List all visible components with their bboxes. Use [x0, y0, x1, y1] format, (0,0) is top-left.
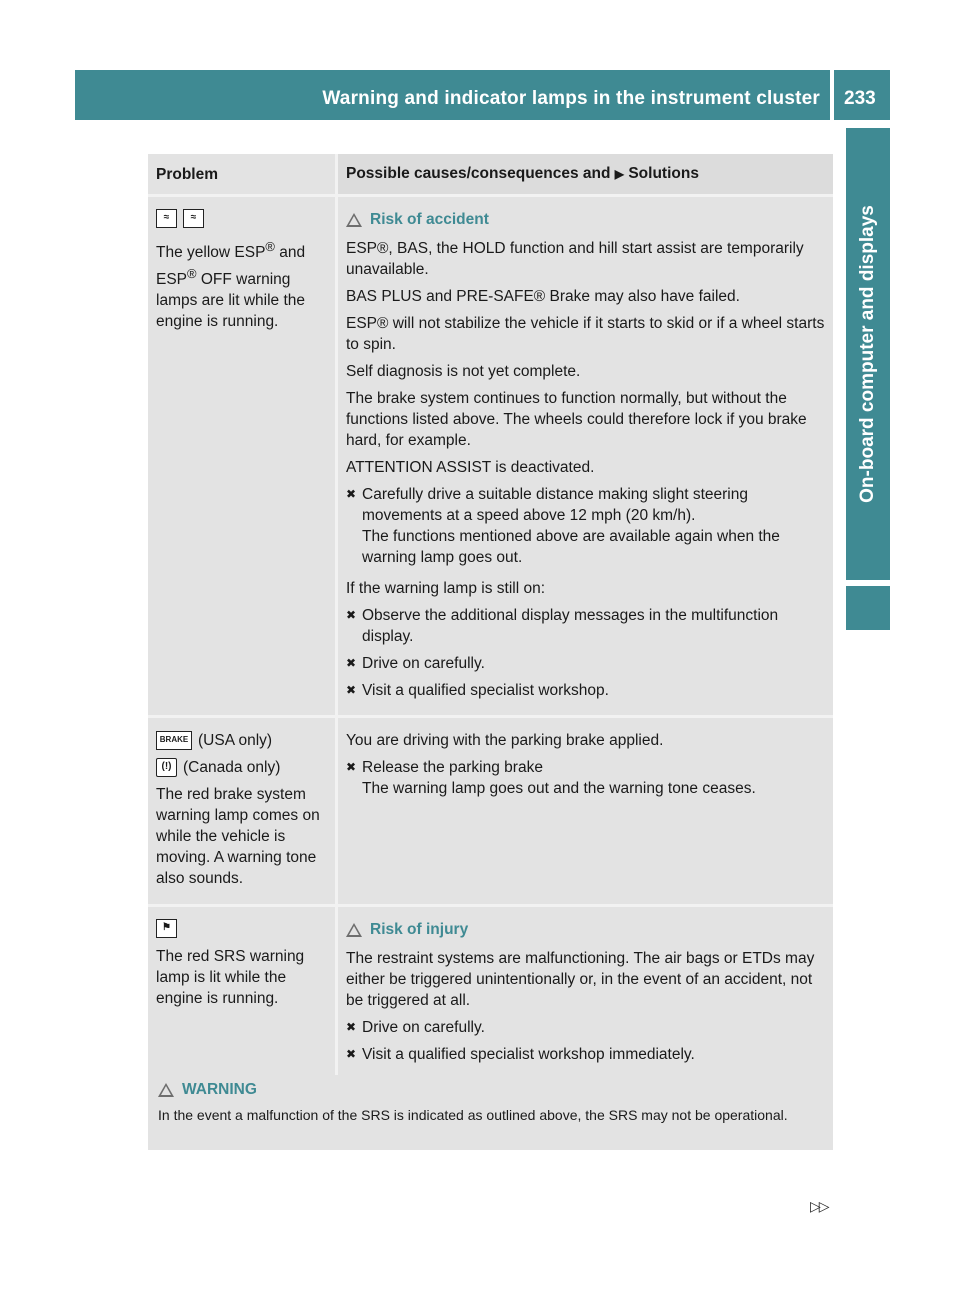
header-bar: [75, 70, 830, 120]
step-arrow-icon: ✖: [346, 656, 357, 670]
warning-heading: WARNING: [158, 1081, 257, 1099]
step: ✖ Visit a qualified specialist workshop immediately.: [346, 1046, 695, 1063]
page-number-box: [834, 70, 890, 120]
paragraph: The restraint systems are malfunctioning. The air bags or ETDs may either be triggered unintentionally or, in the event of an accident, not be triggered at all.: [346, 950, 815, 1009]
step-arrow-icon: ✖: [346, 487, 357, 501]
continue-marker: ▷▷: [810, 1198, 828, 1214]
step-arrow-icon: ✖: [346, 1020, 357, 1034]
step: ✖ Drive on carefully.: [346, 655, 485, 672]
lamp-icons: [156, 209, 327, 228]
solution-cell: [335, 715, 833, 904]
esp-off-lamp-icon: ≈: [183, 209, 204, 228]
step-arrow-icon: ✖: [346, 608, 357, 622]
step: ✖ Release the parking brake The warning lamp goes out and the warning tone ceases.: [346, 759, 756, 797]
step: ✖ Observe the additional display messages in the multifunction display.: [346, 607, 779, 645]
problem-text: The yellow ESP® and ESP® OFF warning lamps are lit while the engine is running.: [156, 239, 306, 331]
warning-box: [148, 1075, 833, 1150]
lamp-icons: [156, 919, 327, 938]
solution-cell: [335, 194, 833, 715]
play-arrow-icon: ▶: [614, 167, 625, 181]
step: ✖ Drive on carefully.: [346, 1019, 485, 1036]
note: If the warning lamp is still on:: [346, 580, 546, 597]
step: ✖ Carefully drive a suitable distance making slight steering movements at a speed above 12 mph (20 km/h). The functions mentioned above are available again when the warning lamp goes out.: [346, 486, 780, 566]
page-number: 233: [844, 88, 876, 109]
problem-cell: [148, 904, 335, 1079]
paragraph: You are driving with the parking brake applied.: [346, 732, 664, 749]
table-row: [148, 904, 833, 1079]
warning-triangle-icon: [346, 923, 362, 937]
paragraph: ESP® will not stabilize the vehicle if it starts to skid or if a wheel starts to spin.: [346, 315, 825, 353]
problem-text: The red brake system warning lamp comes on while the vehicle is moving. A warning tone also sounds.: [156, 786, 320, 887]
column-header-problem: Problem: [148, 154, 335, 194]
esp-lamp-icon: ≈: [156, 209, 177, 228]
warning-triangle-icon: [158, 1083, 174, 1097]
page-title: Warning and indicator lamps in the instrument cluster: [322, 88, 820, 109]
step-arrow-icon: ✖: [346, 1047, 357, 1061]
paragraph: ESP®, BAS, the HOLD function and hill start assist are temporarily unavailable.: [346, 240, 804, 278]
warning-triangle-icon: [346, 213, 362, 227]
side-tab: [846, 128, 890, 580]
paragraph: ATTENTION ASSIST is deactivated.: [346, 459, 595, 476]
side-marker: [846, 586, 890, 630]
brake-canada-lamp-icon: (!): [156, 758, 177, 777]
step-arrow-icon: ✖: [346, 683, 357, 697]
paragraph: Self diagnosis is not yet complete.: [346, 363, 581, 380]
problem-cell: [148, 194, 335, 715]
table-row: [148, 715, 833, 904]
paragraph: The brake system continues to function normally, but without the functions listed above. The wheels could therefore lock if you brake hard, for example.: [346, 390, 807, 449]
paragraph: BAS PLUS and PRE-SAFE® Brake may also have failed.: [346, 288, 740, 305]
column-header-solution: [335, 154, 833, 194]
step-arrow-icon: ✖: [346, 760, 357, 774]
column-header-solution-text: Possible causes/consequences and: [346, 165, 611, 182]
warning-text: In the event a malfunction of the SRS is indicated as outlined above, the SRS may not be operational.: [158, 1107, 788, 1123]
problem-cell: BRAKE (USA only) (!) (Canada only) The red brake system warning lamp comes on while the vehicle is moving. A warning tone also sounds.: [148, 715, 335, 904]
risk-heading: Risk of injury: [346, 919, 825, 940]
risk-heading: Risk of accident: [346, 209, 825, 230]
brake-lamp-icon: BRAKE: [156, 731, 192, 750]
table-row: [148, 194, 833, 715]
solution-cell: [335, 904, 833, 1079]
step: ✖ Visit a qualified specialist workshop.: [346, 682, 609, 699]
problem-text: The red SRS warning lamp is lit while the engine is running.: [156, 948, 305, 1007]
side-tab-label: On-board computer and displays: [857, 205, 878, 503]
lamp-table: [148, 154, 833, 1079]
srs-lamp-icon: ⚑: [156, 919, 177, 938]
column-header-solution-tail: Solutions: [628, 165, 699, 182]
